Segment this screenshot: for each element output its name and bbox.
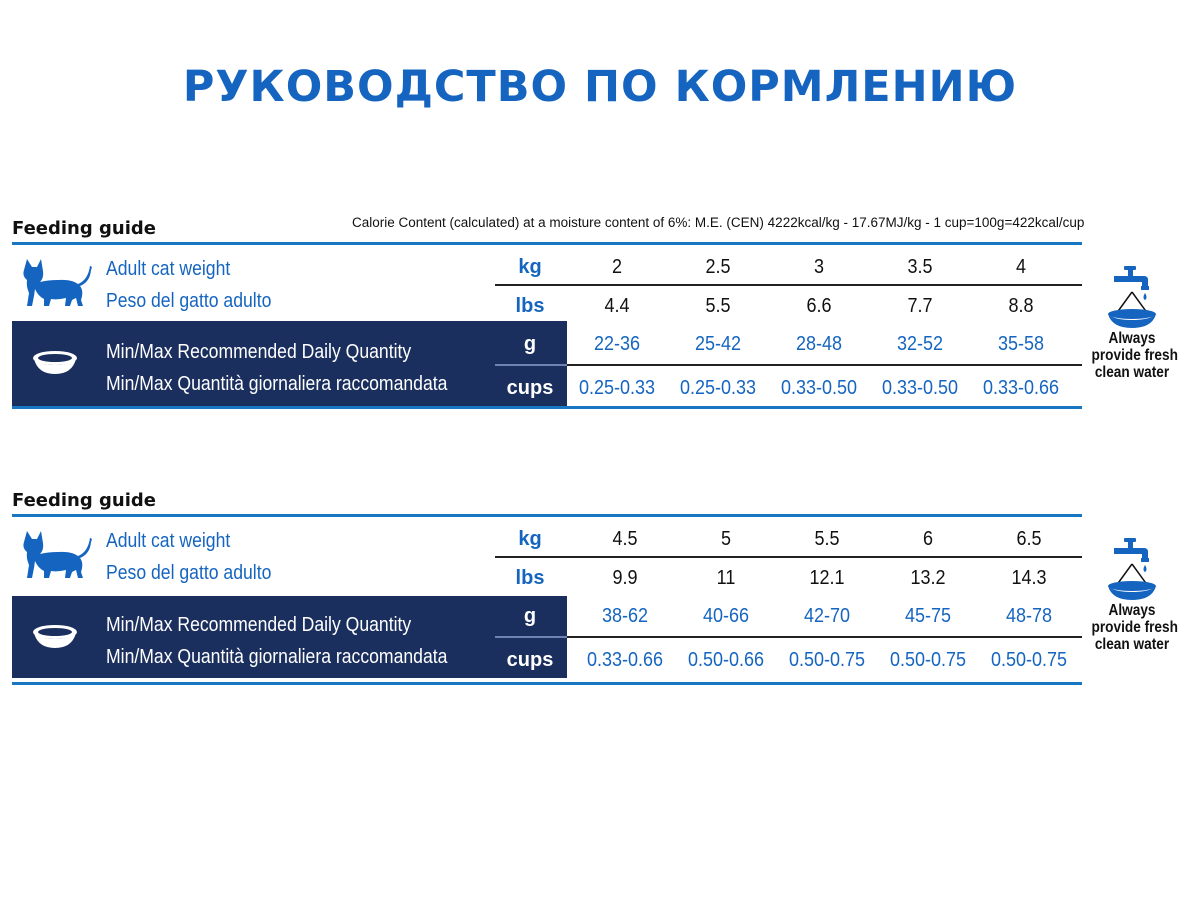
cups-cell: 0.33-0.50 <box>780 377 858 399</box>
cups-cell: 0.25-0.33 <box>578 377 656 399</box>
bottom-rule <box>12 406 1082 409</box>
quantity-label-en: Min/Max Recommended Daily Quantity <box>106 341 412 363</box>
row-divider <box>495 364 567 366</box>
kg-cell: 4 <box>1015 256 1027 278</box>
cups-cell: 0.50-0.75 <box>788 649 866 671</box>
kg-cell: 6 <box>922 528 934 550</box>
grams-cell: 25-42 <box>694 333 742 355</box>
unit-cups: cups <box>506 377 554 399</box>
lbs-cell: 8.8 <box>1008 295 1034 317</box>
bottom-rule <box>12 682 1082 685</box>
cups-cell: 0.50-0.75 <box>990 649 1068 671</box>
water-reminder <box>1086 264 1178 381</box>
kg-cell: 3 <box>813 256 825 278</box>
grams-cell: 28-48 <box>795 333 843 355</box>
grams-cell: 32-52 <box>896 333 944 355</box>
grams-cell: 42-70 <box>803 605 851 627</box>
cups-cell: 0.50-0.66 <box>687 649 765 671</box>
feeding-guide-label: Feeding guide <box>12 490 156 511</box>
cups-cell: 0.25-0.33 <box>679 377 757 399</box>
kg-cell: 5.5 <box>814 528 840 550</box>
lbs-cell: 5.5 <box>705 295 731 317</box>
lbs-cell: 7.7 <box>907 295 933 317</box>
lbs-cell: 12.1 <box>809 567 845 589</box>
grams-cell: 22-36 <box>593 333 641 355</box>
lbs-cell: 11 <box>716 567 736 589</box>
feeding-guide-table-1 <box>0 215 1200 418</box>
row-divider <box>495 364 1082 366</box>
grams-cell: 45-75 <box>904 605 952 627</box>
water-reminder <box>1086 536 1178 653</box>
weight-label-en: Adult cat weight <box>106 530 231 552</box>
quantity-label-en: Min/Max Recommended Daily Quantity <box>106 614 412 636</box>
cups-cell: 0.33-0.50 <box>881 377 959 399</box>
food-bowl-icon <box>30 622 80 652</box>
feeding-guide-label: Feeding guide <box>12 218 156 239</box>
lbs-cell: 13.2 <box>910 567 946 589</box>
water-text-line-2: provide fresh <box>1091 619 1178 636</box>
water-text-line-1: Always <box>1108 330 1156 347</box>
food-bowl-icon <box>30 348 80 378</box>
unit-g: g <box>523 605 537 627</box>
kg-cell: 2.5 <box>705 256 731 278</box>
unit-kg: kg <box>518 256 542 278</box>
cups-cell: 0.33-0.66 <box>982 377 1060 399</box>
row-divider <box>495 636 567 638</box>
lbs-cell: 6.6 <box>806 295 832 317</box>
cups-cell: 0.50-0.75 <box>889 649 967 671</box>
unit-cups: cups <box>506 649 554 671</box>
row-divider <box>495 556 1082 558</box>
unit-lbs: lbs <box>515 295 545 317</box>
unit-kg: kg <box>518 528 542 550</box>
unit-g: g <box>523 333 537 355</box>
kg-cell: 4.5 <box>612 528 638 550</box>
quantity-label-it: Min/Max Quantità giornaliera raccomandata <box>106 646 448 668</box>
cat-icon <box>18 528 94 580</box>
water-text-line-2: provide fresh <box>1091 347 1178 364</box>
grams-cell: 35-58 <box>997 333 1045 355</box>
page-title: РУКОВОДСТВО ПО КОРМЛЕНИЮ <box>182 62 1018 112</box>
weight-label-it: Peso del gatto adulto <box>106 562 272 584</box>
water-text-line-3: clean water <box>1094 364 1170 381</box>
grams-cell: 38-62 <box>601 605 649 627</box>
row-divider <box>495 284 1082 286</box>
grams-cell: 48-78 <box>1005 605 1053 627</box>
water-text-line-1: Always <box>1108 602 1156 619</box>
kg-cell: 3.5 <box>907 256 933 278</box>
water-tap-bowl-icon <box>1104 536 1160 602</box>
unit-lbs: lbs <box>515 567 545 589</box>
cat-icon <box>18 256 94 308</box>
cups-cell: 0.33-0.66 <box>586 649 664 671</box>
lbs-cell: 14.3 <box>1011 567 1047 589</box>
feeding-guide-table-2 <box>0 490 1200 690</box>
weight-label-en: Adult cat weight <box>106 258 231 280</box>
kg-cell: 2 <box>611 256 623 278</box>
kg-cell: 6.5 <box>1016 528 1042 550</box>
water-text-line-3: clean water <box>1094 636 1170 653</box>
kg-cell: 5 <box>720 528 732 550</box>
top-rule <box>12 514 1082 517</box>
water-tap-bowl-icon <box>1104 264 1160 330</box>
weight-label-it: Peso del gatto adulto <box>106 290 272 312</box>
grams-cell: 40-66 <box>702 605 750 627</box>
quantity-label-it: Min/Max Quantità giornaliera raccomandata <box>106 373 448 395</box>
lbs-cell: 4.4 <box>604 295 630 317</box>
lbs-cell: 9.9 <box>612 567 638 589</box>
row-divider <box>495 636 1082 638</box>
calorie-content-note: Calorie Content (calculated) at a moisture content of 6%: M.E. (CEN) 4222kcal/kg - 17.67MJ/kg - 1 cup=100g=422kcal/cup <box>352 215 1085 230</box>
top-rule <box>12 242 1082 245</box>
